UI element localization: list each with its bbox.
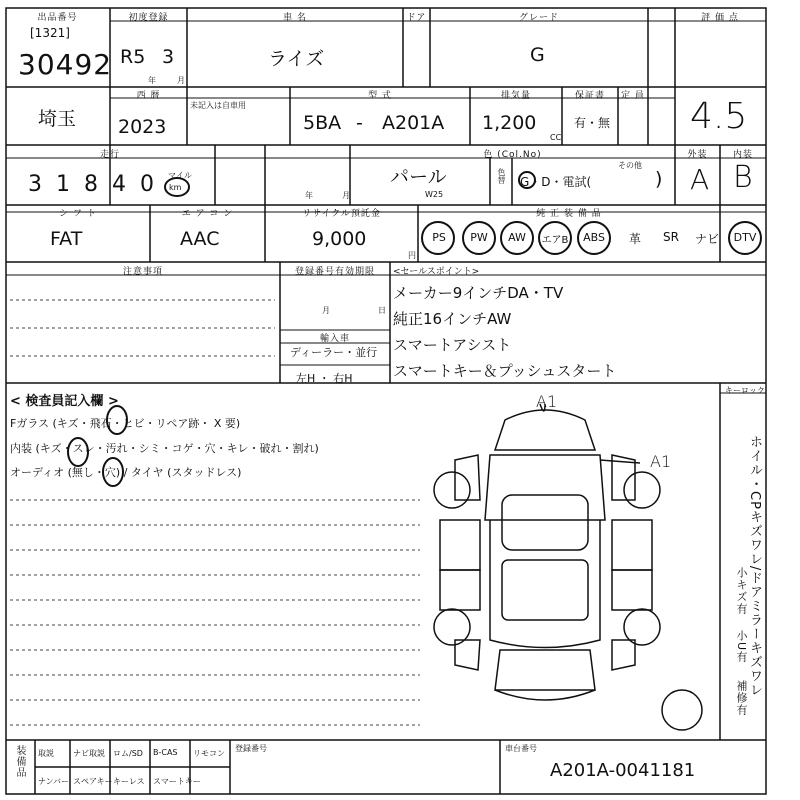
footer-label: B-CAS <box>153 748 178 757</box>
notes-header: 注意事項 <box>122 267 163 277</box>
footer-label: スペアキー <box>73 777 113 786</box>
equip-navi: ナビ <box>694 232 719 246</box>
prefecture: 埼玉 <box>38 108 77 130</box>
mileage-digit: 0 <box>140 172 168 197</box>
displacement: 1,200 <box>482 112 537 134</box>
model-year-header: 西 暦 <box>136 91 161 101</box>
selling-points-header: <セールスポイント> <box>393 267 480 277</box>
era: R5 <box>120 46 146 68</box>
selling-point: スマートアシスト <box>393 336 512 354</box>
date-year: 年 <box>305 191 313 200</box>
grade: G <box>530 44 545 66</box>
type-code: A201A <box>382 112 445 134</box>
cc-unit: CC <box>550 133 562 142</box>
inspection-note: 未記入は自車用 <box>190 101 246 110</box>
lot-number: 30492 <box>18 48 113 81</box>
color: パール <box>390 166 447 188</box>
month: 3 <box>162 46 175 68</box>
inspector-header: < 検査員記入欄 > <box>10 394 119 409</box>
car-name: ライズ <box>268 48 325 70</box>
aircon: AAC <box>180 228 220 250</box>
chassis-header: 車台番号 <box>505 744 537 753</box>
door-header: ドア <box>406 13 427 23</box>
damage-mark: A1 <box>650 452 672 471</box>
model-year: 2023 <box>118 116 167 138</box>
reg-day: 日 <box>378 306 386 315</box>
reg-month: 月 <box>322 306 330 315</box>
key-lock-header: キーロック <box>725 386 765 395</box>
side-note: ホイル・CPキズワレ/ドアミラーキズワレ <box>747 435 762 698</box>
aircon-header: エ ア コ ン <box>181 209 234 219</box>
mileage-header: 走行 <box>99 150 120 160</box>
footer-label: リモコン <box>193 749 225 758</box>
score-header: 評 価 点 <box>701 13 739 23</box>
reg-no-header: 登録番号 <box>235 744 267 753</box>
mileage-digit: 1 <box>56 172 84 197</box>
damage-mark: A1 <box>536 392 558 411</box>
car-name-header: 車 名 <box>283 13 307 23</box>
equip-abs: ABS <box>583 231 605 244</box>
score: 4.5 <box>690 96 748 137</box>
year-mark: 年 <box>148 76 156 85</box>
exterior-grade: A <box>690 163 710 196</box>
first-reg-header: 初度登録 <box>128 13 169 23</box>
warranty-header: 保証書 <box>574 91 605 101</box>
mile-label: マイル <box>168 171 192 180</box>
interior-header: 内装 <box>732 150 753 160</box>
equip-dtv: DTV <box>733 231 757 244</box>
footer-label: スマートキー <box>153 777 201 786</box>
color-type: G・D・電試( <box>520 175 592 189</box>
selling-point: メーカー9インチDA・TV <box>393 284 564 302</box>
yen-unit: 円 <box>408 251 416 260</box>
grade-header: グレード <box>518 13 559 23</box>
equip-pw: PW <box>470 231 488 244</box>
inspector-line: Fガラス (キズ・飛石・ヒビ・リペア跡・ X 要) <box>10 417 241 430</box>
mileage-digit: 3 <box>28 172 56 197</box>
color-header: 色 (Col.No) <box>483 150 542 160</box>
selling-point: スマートキー＆プッシュスタート <box>393 362 617 380</box>
color-change: 色替 <box>497 168 506 184</box>
equip-airbag: エアB <box>541 235 569 246</box>
fixed-header: 定 員 <box>621 91 645 101</box>
handle-side: 左H ・ 右H <box>296 372 353 385</box>
chassis-number: A201A-0041181 <box>550 760 696 781</box>
type-dash: - <box>356 112 363 134</box>
shift-header: シ フ ト <box>59 209 97 219</box>
side-note: 補修有 <box>735 680 748 716</box>
footer-label: ロム/SD <box>113 749 143 758</box>
equip-ps: PS <box>432 231 446 244</box>
equip-sunroof: SR <box>663 230 679 244</box>
mileage-digit: 8 <box>84 172 112 197</box>
inspector-line: オーディオ (無し・穴) / タイヤ (スタッドレス) <box>10 466 242 479</box>
lot-prefix: [1321] <box>30 26 70 40</box>
side-note: 小キズ有 <box>735 567 748 615</box>
registration-header: 登録番号有効期限 <box>294 267 375 277</box>
selling-point: 純正16インチAW <box>393 310 512 328</box>
recycle-fee: 9,000 <box>312 228 367 250</box>
interior-grade: B <box>733 160 753 195</box>
type-header: 型 式 <box>368 91 392 101</box>
side-note: 小U有 <box>735 630 748 664</box>
lot-no-header: 出品番号 <box>37 13 78 23</box>
exterior-header: 外装 <box>687 150 708 160</box>
km-label: km <box>169 183 182 192</box>
footer-label: 取説 <box>38 749 54 758</box>
import-header: 輸入車 <box>319 334 350 344</box>
footer-label: ナビ取説 <box>73 749 105 758</box>
mileage-digits <box>28 172 168 197</box>
mileage-digit: 4 <box>112 172 140 197</box>
equipment-header: 純 正 装 備 品 <box>536 209 602 219</box>
color-other: その他 <box>618 161 642 170</box>
color-close: ) <box>655 168 663 190</box>
date-month: 月 <box>342 191 350 200</box>
footer-vertical-label: 装備品 <box>14 745 25 778</box>
dealer-parallel: ディーラー・並行 <box>290 346 378 359</box>
inspector-line: 内装 (キズ・スレ・汚れ・シミ・コゲ・穴・キレ・破れ・割れ) <box>10 442 319 455</box>
equip-leather: 革 <box>628 232 641 246</box>
shift: FAT <box>50 228 83 250</box>
month-mark: 月 <box>177 76 185 85</box>
displacement-header: 排気量 <box>500 91 531 101</box>
type-prefix: 5BA <box>303 112 342 134</box>
warranty: 有・無 <box>574 116 611 130</box>
equip-aw: AW <box>508 231 526 244</box>
color-code: W25 <box>425 190 444 199</box>
footer-label: ナンバー <box>38 777 70 786</box>
footer-label: キーレス <box>113 777 145 786</box>
recycle-header: リサイクル預託金 <box>302 209 381 219</box>
